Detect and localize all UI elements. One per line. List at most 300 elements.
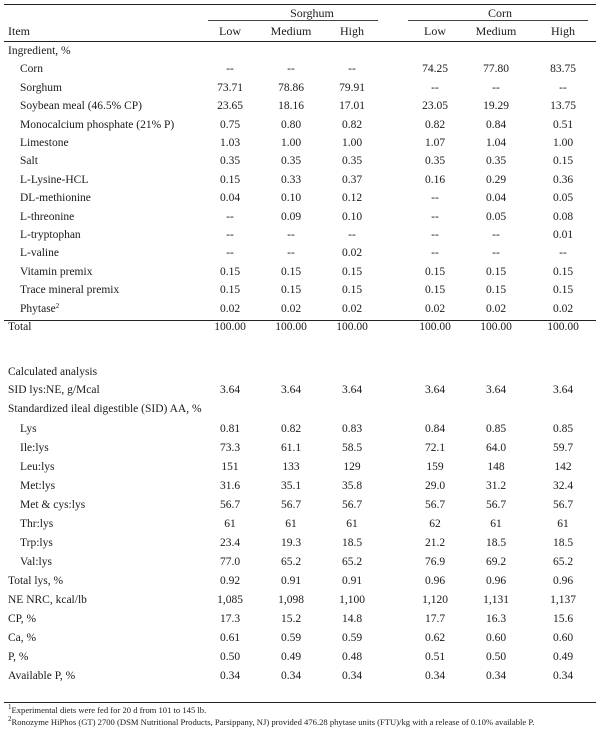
table-cell: 0.15 <box>424 265 446 278</box>
table-cell: 1.00 <box>341 137 363 149</box>
table-cell: 100.00 <box>336 321 368 333</box>
row-label <box>8 613 36 625</box>
header-corn-medium: Medium <box>475 24 517 38</box>
section-title-analysis <box>0 366 600 384</box>
table-cell: 0.75 <box>219 118 241 131</box>
table-cell: 0.85 <box>552 423 574 436</box>
row-label <box>20 119 174 131</box>
table-cell: 13.75 <box>550 100 576 113</box>
row-label <box>8 384 100 396</box>
table-cell: 0.51 <box>552 118 574 131</box>
table-cell: -- <box>431 229 439 241</box>
table-cell: 59.7 <box>552 442 574 455</box>
row-label <box>20 192 91 204</box>
table-cell: 56.7 <box>424 499 446 512</box>
table-cell: 0.10 <box>280 192 302 205</box>
table-cell: 1.00 <box>552 137 574 149</box>
table-cell: -- <box>287 63 295 76</box>
group-title-sorghum: Sorghum <box>290 6 334 20</box>
table-cell: 0.84 <box>424 423 446 436</box>
table-cell: 19.29 <box>483 100 509 113</box>
table-cell: -- <box>559 81 567 94</box>
row-label <box>20 461 55 473</box>
table-cell: 0.10 <box>341 210 363 223</box>
table-cell: 0.50 <box>219 651 241 664</box>
row-label <box>20 100 142 112</box>
section-title-ingredient <box>0 45 600 63</box>
table-cell: 0.15 <box>219 265 241 278</box>
table-cell: 61 <box>490 518 502 531</box>
table-cell: 35.1 <box>280 480 302 493</box>
row-label-text: Available P, % <box>8 670 76 683</box>
ingredient-row <box>0 174 600 192</box>
row-label-text: Total lys, % <box>8 575 64 588</box>
table-cell: 0.02 <box>424 302 446 315</box>
row-label <box>20 247 59 259</box>
table-cell: 1,098 <box>278 594 304 607</box>
table-cell: 3.64 <box>341 384 363 397</box>
group-rule-corn <box>408 20 588 21</box>
table-cell: 0.37 <box>341 173 363 186</box>
sid-row <box>0 518 600 536</box>
table-cell: 0.35 <box>424 155 446 168</box>
table-cell: 69.2 <box>485 556 507 569</box>
row-label <box>8 321 31 333</box>
table-cell: 1.03 <box>219 137 241 149</box>
table-cell: 0.08 <box>552 210 574 223</box>
table-cell: 72.1 <box>424 442 446 455</box>
row-label <box>8 366 97 378</box>
footnote-marker: 2 <box>55 301 60 310</box>
table-cell: 0.35 <box>341 155 363 168</box>
row-label <box>8 651 28 663</box>
table-cell: 0.12 <box>341 192 363 205</box>
table-cell: -- <box>492 247 500 260</box>
table-bottom-rule <box>4 702 596 703</box>
row-label-text: P, % <box>8 651 29 664</box>
row-label <box>8 403 202 415</box>
table-cell: 0.91 <box>341 575 363 588</box>
row-label-text: Phytase <box>20 302 56 315</box>
table-cell: 0.01 <box>552 229 574 241</box>
row-label-text: CP, % <box>8 613 37 626</box>
table-cell: 17.3 <box>219 613 241 626</box>
table-cell: 61 <box>346 518 358 531</box>
table-cell: 65.2 <box>552 556 574 569</box>
table-cell: 0.81 <box>219 423 241 436</box>
table-cell: 0.96 <box>424 575 446 588</box>
table-cell: -- <box>492 81 500 94</box>
row-label-text: Val:lys <box>20 556 52 569</box>
ingredient-row <box>0 155 600 173</box>
row-label <box>8 594 87 606</box>
ingredient-row <box>0 284 600 302</box>
ingredient-row <box>0 192 600 210</box>
table-cell: 100.00 <box>547 321 579 333</box>
table-cell: 18.5 <box>341 537 363 550</box>
row-label <box>20 303 59 315</box>
analysis-row <box>0 651 600 669</box>
table-cell: 1,131 <box>483 594 509 607</box>
table-cell: 18.16 <box>278 100 304 113</box>
header-corn-high: High <box>551 24 575 38</box>
header-bottom-rule <box>4 41 596 42</box>
footnote-1 <box>8 705 592 716</box>
table-cell: 18.5 <box>485 537 507 550</box>
row-label-text: SID lys:NE, g/Mcal <box>8 384 100 397</box>
table-cell: 3.64 <box>485 384 507 397</box>
table-cell: 23.65 <box>217 100 243 113</box>
table-cell: 17.7 <box>424 613 446 626</box>
table-cell: 0.02 <box>552 302 574 315</box>
table-cell: 64.0 <box>485 442 507 455</box>
table-cell: 0.15 <box>280 284 302 297</box>
row-label-text: Monocalcium phosphate (21% P) <box>20 118 175 131</box>
table-cell: 0.04 <box>219 192 241 205</box>
row-label-text: Salt <box>20 155 38 168</box>
row-label-text: L-Lysine-HCL <box>20 173 89 186</box>
table-cell: 0.62 <box>424 632 446 645</box>
header-sorghum-low: Low <box>219 24 241 38</box>
table-cell: 0.15 <box>280 265 302 278</box>
row-label-text: DL-methionine <box>20 192 91 205</box>
row-label-text: L-threonine <box>20 210 75 223</box>
table-cell: 83.75 <box>550 63 576 76</box>
table-cell: -- <box>226 210 234 223</box>
table-cell: 61.1 <box>280 442 302 455</box>
table-cell: 151 <box>221 461 239 474</box>
row-label <box>20 211 74 223</box>
table-cell: 0.83 <box>341 423 363 436</box>
table-top-rule <box>4 4 596 5</box>
table-cell: 1.04 <box>485 137 507 149</box>
table-cell: 77.0 <box>219 556 241 569</box>
sid-row <box>0 499 600 517</box>
table-cell: 65.2 <box>280 556 302 569</box>
row-label-text: Trp:lys <box>20 537 53 550</box>
row-label <box>20 556 52 568</box>
table-cell: 0.82 <box>424 118 446 131</box>
row-label-text: Ingredient, % <box>8 45 71 57</box>
table-cell: 0.96 <box>552 575 574 588</box>
table-cell: 0.15 <box>552 284 574 297</box>
table-cell: 133 <box>282 461 300 474</box>
ingredient-row <box>0 303 600 321</box>
section-title-sid <box>0 403 600 421</box>
sid-row <box>0 556 600 574</box>
header-sorghum-high: High <box>340 24 364 38</box>
table-cell: 76.9 <box>424 556 446 569</box>
table-cell: 0.15 <box>424 284 446 297</box>
table-cell: 0.59 <box>341 632 363 645</box>
table-cell: 0.82 <box>341 118 363 131</box>
total-row <box>0 321 600 339</box>
table-cell: -- <box>348 229 356 241</box>
table-cell: 61 <box>557 518 569 531</box>
table-cell: 0.33 <box>280 173 302 186</box>
analysis-row <box>0 670 600 688</box>
table-cell: 21.2 <box>424 537 446 550</box>
table-cell: 100.00 <box>419 321 451 333</box>
table-cell: 73.71 <box>217 81 243 94</box>
ingredient-row <box>0 266 600 284</box>
row-label <box>20 518 53 530</box>
table-cell: 0.15 <box>219 284 241 297</box>
table-cell: 79.91 <box>339 81 365 94</box>
row-label-text: Ca, % <box>8 632 37 645</box>
table-cell: 100.00 <box>214 321 246 333</box>
row-label <box>8 45 71 57</box>
table-cell: 0.60 <box>552 632 574 645</box>
ingredient-row <box>0 119 600 137</box>
table-cell: 0.34 <box>341 670 363 683</box>
table-cell: 142 <box>554 461 572 474</box>
table-cell: 3.64 <box>424 384 446 397</box>
table-cell: 0.16 <box>424 173 446 186</box>
row-label <box>20 229 81 241</box>
table-cell: 77.80 <box>483 63 509 76</box>
table-cell: 56.7 <box>219 499 241 512</box>
table-cell: 31.2 <box>485 480 507 493</box>
table-cell: -- <box>492 229 500 241</box>
table-cell: 0.04 <box>485 192 507 205</box>
table-cell: 0.96 <box>485 575 507 588</box>
table-cell: -- <box>348 63 356 76</box>
table-cell: -- <box>226 229 234 241</box>
row-label-text: Lys <box>20 423 37 436</box>
table-cell: 100.00 <box>480 321 512 333</box>
ingredient-row <box>0 229 600 247</box>
row-label <box>8 670 75 682</box>
table-cell: 58.5 <box>341 442 363 455</box>
sid-row <box>0 537 600 555</box>
table-cell: 129 <box>343 461 361 474</box>
row-label <box>20 155 38 167</box>
row-label-text: L-tryptophan <box>20 229 81 241</box>
row-label-text: Thr:lys <box>20 518 54 531</box>
table-cell: 17.01 <box>339 100 365 113</box>
header-sorghum-medium: Medium <box>270 24 312 38</box>
table-cell: 56.7 <box>552 499 574 512</box>
table-cell: 0.02 <box>280 302 302 315</box>
table-cell: 56.7 <box>280 499 302 512</box>
table-cell: 0.15 <box>552 155 574 168</box>
row-label <box>20 63 43 75</box>
table-cell: 0.15 <box>219 173 241 186</box>
table-cell: 78.86 <box>278 81 304 94</box>
table-cell: -- <box>226 63 234 76</box>
table-cell: 0.34 <box>424 670 446 683</box>
row-label <box>20 499 85 511</box>
table-cell: 0.15 <box>341 284 363 297</box>
sid-lys-ne-row <box>0 384 600 402</box>
row-label-text: Calculated analysis <box>8 366 98 378</box>
row-label-text: Ile:lys <box>20 442 49 455</box>
sid-row <box>0 423 600 441</box>
table-cell: 35.8 <box>341 480 363 493</box>
row-label-text: Total <box>8 321 32 333</box>
table-cell: -- <box>431 81 439 94</box>
table-cell: 0.05 <box>552 192 574 205</box>
table-cell: 0.09 <box>280 210 302 223</box>
footnote-2 <box>8 717 592 728</box>
table-cell: 73.3 <box>219 442 241 455</box>
table-cell: 0.61 <box>219 632 241 645</box>
table-cell: -- <box>559 247 567 260</box>
ingredient-row <box>0 211 600 229</box>
table-cell: 15.6 <box>552 613 574 626</box>
table-cell: 148 <box>487 461 505 474</box>
table-cell: 0.35 <box>219 155 241 168</box>
row-label-text: Met:lys <box>20 480 56 493</box>
table-cell: 14.8 <box>341 613 363 626</box>
table-cell: 0.05 <box>485 210 507 223</box>
table-cell: 0.50 <box>485 651 507 664</box>
table-cell: 56.7 <box>485 499 507 512</box>
table-cell: 0.60 <box>485 632 507 645</box>
footnote-1-text: Experimental diets were fed for 20 d from 101 to 145 lb. <box>11 705 207 715</box>
table-cell: 0.82 <box>280 423 302 436</box>
ingredient-row <box>0 63 600 81</box>
row-label-text: L-valine <box>20 247 59 260</box>
ingredient-row <box>0 82 600 100</box>
ingredient-row <box>0 137 600 155</box>
table-cell: 0.02 <box>485 302 507 315</box>
ingredient-row <box>0 247 600 265</box>
table-cell: 15.2 <box>280 613 302 626</box>
analysis-row <box>0 575 600 593</box>
table-cell: 0.29 <box>485 173 507 186</box>
sid-row <box>0 480 600 498</box>
table-cell: 1.07 <box>424 137 446 149</box>
row-label <box>8 632 36 644</box>
table-cell: 0.35 <box>280 155 302 168</box>
row-label <box>20 284 119 296</box>
footnote-1-marker: 1 <box>8 703 12 711</box>
table-cell: 18.5 <box>552 537 574 550</box>
table-cell: 0.48 <box>341 651 363 664</box>
group-rule-sorghum <box>208 20 378 21</box>
row-label <box>20 480 55 492</box>
table-cell: 1,137 <box>550 594 576 607</box>
row-label <box>20 174 88 186</box>
table-cell: 23.05 <box>422 100 448 113</box>
table-cell: -- <box>287 229 295 241</box>
table-cell: 0.15 <box>485 284 507 297</box>
row-label-text: NE NRC, kcal/lb <box>8 594 87 607</box>
analysis-row <box>0 594 600 612</box>
table-cell: 3.64 <box>219 384 241 397</box>
row-label-text: Sorghum <box>20 81 62 94</box>
ingredient-row <box>0 100 600 118</box>
table-cell: 0.51 <box>424 651 446 664</box>
table-cell: -- <box>226 247 234 260</box>
table-cell: 1,100 <box>339 594 365 607</box>
table-cell: 0.02 <box>219 302 241 315</box>
row-label-text: Standardized ileal digestible (SID) AA, % <box>8 402 202 415</box>
table-cell: 61 <box>285 518 297 531</box>
table-cell: 0.80 <box>280 118 302 131</box>
sid-row <box>0 461 600 479</box>
table-cell: 100.00 <box>275 321 307 333</box>
table-cell: 0.49 <box>552 651 574 664</box>
row-label <box>20 137 69 149</box>
table-cell: 61 <box>224 518 236 531</box>
table-cell: 0.84 <box>485 118 507 131</box>
table-cell: 0.59 <box>280 632 302 645</box>
table-cell: 0.02 <box>341 302 363 315</box>
table-cell: 1,085 <box>217 594 243 607</box>
table-cell: 0.85 <box>485 423 507 436</box>
table-cell: 0.91 <box>280 575 302 588</box>
table-cell: 56.7 <box>341 499 363 512</box>
table-cell: 74.25 <box>422 63 448 76</box>
row-label <box>20 82 62 94</box>
row-label <box>20 266 92 278</box>
table-cell: 0.15 <box>552 265 574 278</box>
table-cell: -- <box>431 247 439 260</box>
row-label <box>20 537 53 549</box>
table-cell: -- <box>431 192 439 205</box>
table-cell: 3.64 <box>552 384 574 397</box>
table-cell: 0.02 <box>341 247 363 260</box>
analysis-row <box>0 632 600 650</box>
table-cell: 19.3 <box>280 537 302 550</box>
table-cell: 0.34 <box>485 670 507 683</box>
table-cell: 62 <box>429 518 441 531</box>
table-cell: 0.35 <box>485 155 507 168</box>
row-label-text: Soybean meal (46.5% CP) <box>20 100 143 113</box>
table-cell: 0.34 <box>219 670 241 683</box>
table-cell: 3.64 <box>280 384 302 397</box>
table-cell: 0.49 <box>280 651 302 664</box>
table-cell: 0.34 <box>552 670 574 683</box>
analysis-row <box>0 613 600 631</box>
table-cell: 0.34 <box>280 670 302 683</box>
row-label-text: Limestone <box>20 137 69 149</box>
row-label-text: Trace mineral premix <box>20 284 120 297</box>
table-cell: 23.4 <box>219 537 241 550</box>
table-cell: 29.0 <box>424 480 446 493</box>
table-cell: 159 <box>426 461 444 474</box>
footnote-2-marker: 2 <box>8 715 12 723</box>
table-cell: 31.6 <box>219 480 241 493</box>
table-cell: 0.15 <box>485 265 507 278</box>
table-cell: 16.3 <box>485 613 507 626</box>
row-label-text: Met & cys:lys <box>20 499 86 512</box>
table-cell: -- <box>287 247 295 260</box>
row-label <box>20 423 37 435</box>
table-cell: -- <box>431 210 439 223</box>
table-cell: 0.15 <box>341 265 363 278</box>
row-label-text: Vitamin premix <box>20 265 93 278</box>
row-label <box>20 442 49 454</box>
table-cell: 32.4 <box>552 480 574 493</box>
table-cell: 1.00 <box>280 137 302 149</box>
table-cell: 1,120 <box>422 594 448 607</box>
header-corn-low: Low <box>424 24 446 38</box>
footnote-2-text: Ronozyme HiPhos (GT) 2700 (DSM Nutritional Products, Parsippany, NJ) provided 476.28 phytase units (FTU)/kg with a release of 0.10% available P. <box>11 717 535 727</box>
table-cell: 0.36 <box>552 173 574 186</box>
header-item: Item <box>8 24 30 38</box>
group-title-corn: Corn <box>488 6 512 20</box>
row-label-text: Leu:lys <box>20 461 55 474</box>
table-cell: 65.2 <box>341 556 363 569</box>
sid-row <box>0 442 600 460</box>
table-cell: 0.92 <box>219 575 241 588</box>
row-label-text: Corn <box>20 63 43 76</box>
row-label <box>8 575 63 587</box>
